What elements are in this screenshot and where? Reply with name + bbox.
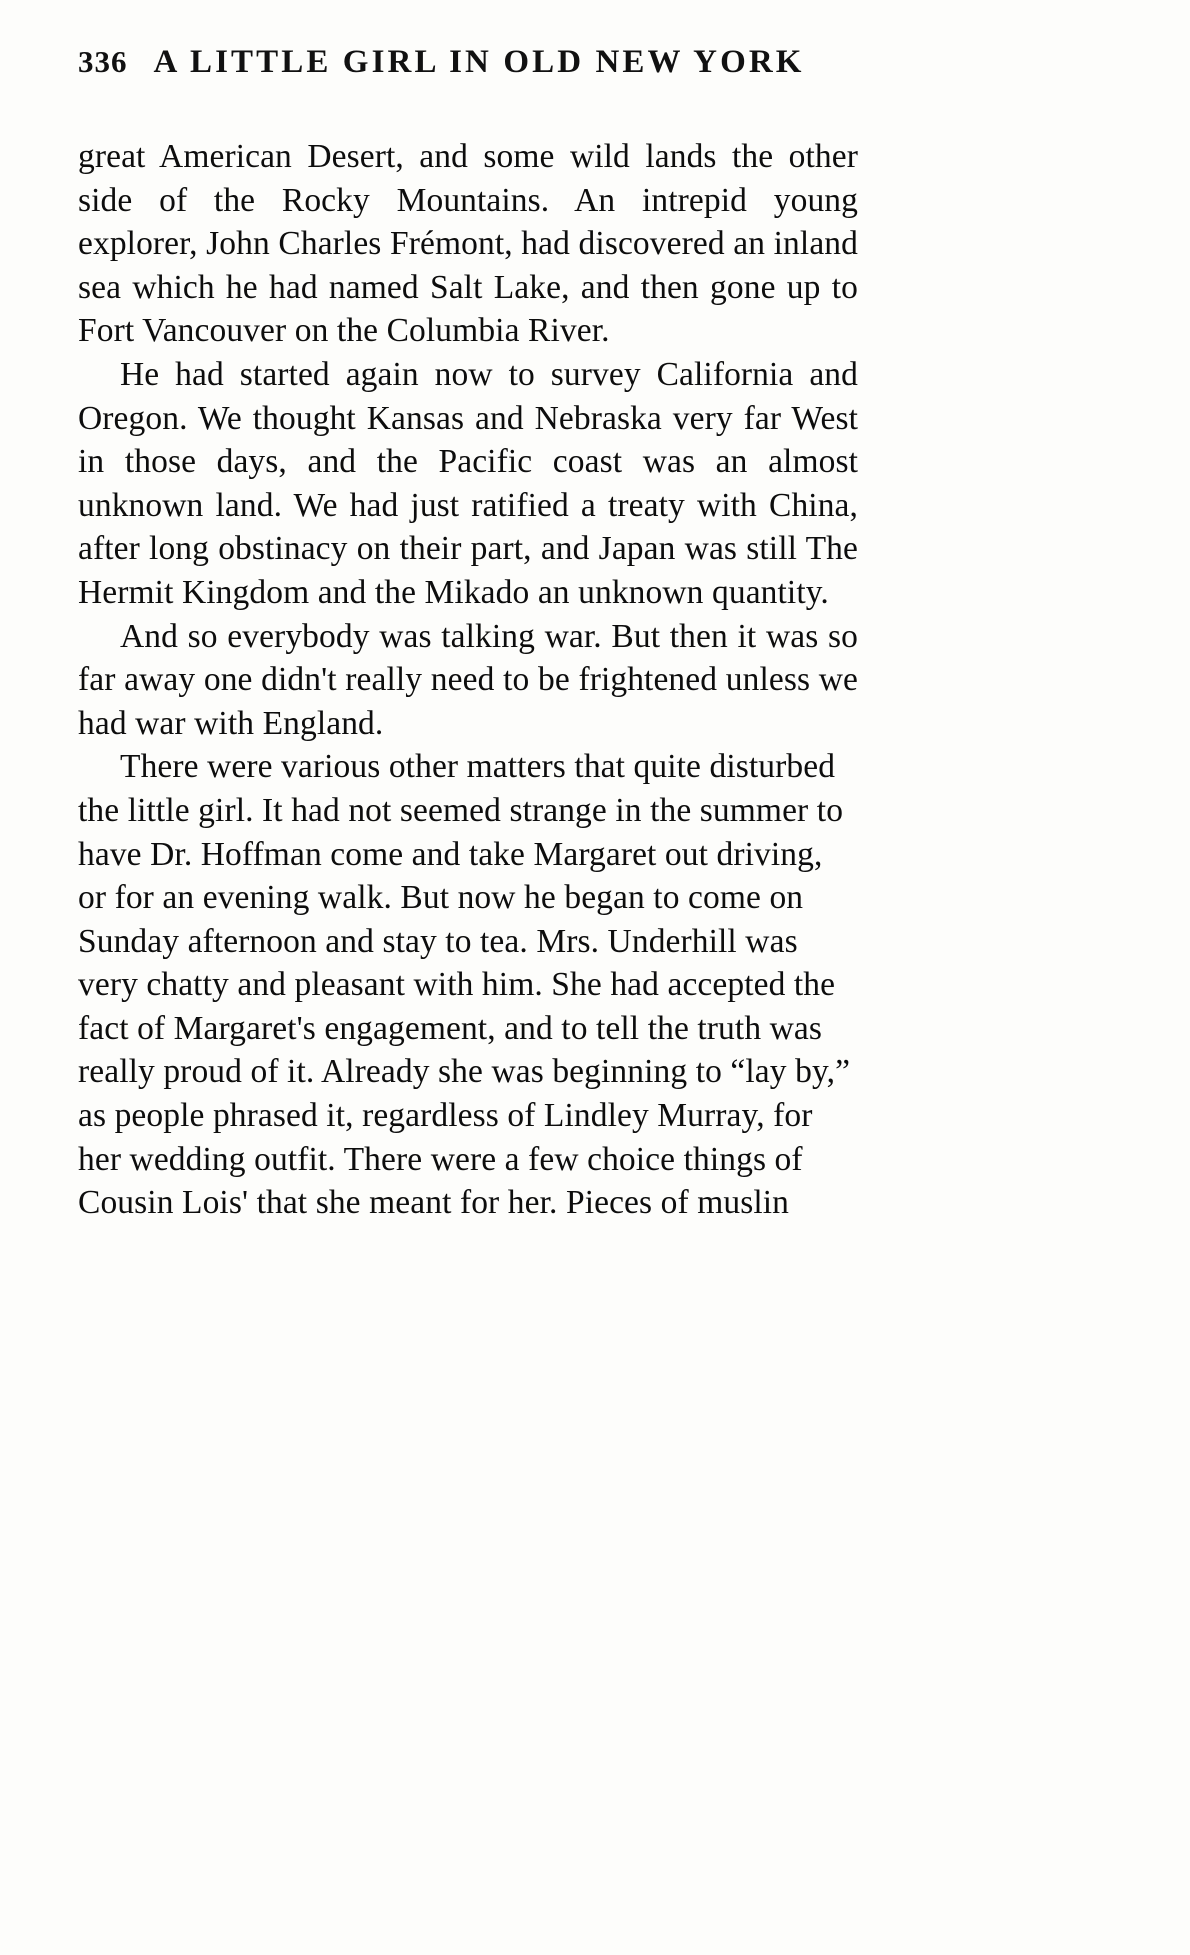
- paragraph-4: There were various other matters that quite disturbed the little girl. It had not seemed strange in the summer to have Dr. Hoffman come and take Margaret out driving, or for an evening walk. But now he began to come on Sunday afternoon and stay to tea. Mrs. Underhill was very chatty and pleasant with him. She had accepted the fact of Margaret's engagement, and to tell the truth was really proud of it. Already she was beginning to “lay by,” as people phrased it, regardless of Lindley Murray, for her wedding outfit. There were a few choice things of Cousin Lois' that she meant for her. Pieces of muslin: [78, 748, 851, 1222]
- body-text: [78, 135, 858, 1225]
- running-title: A LITTLE GIRL IN OLD NEW YORK: [153, 44, 805, 80]
- paragraph-1: great American Desert, and some wild lands the other side of the Rocky Mountains. An intrepid young explorer, John Charles Frémont, had discovered an inland sea which he had named Salt Lake, and then gone up to Fort Vancouver on the Columbia River.: [78, 138, 858, 350]
- paragraph-3: And so everybody was talking war. But then it was so far away one didn't really need to be frightened unless we had war with England.: [78, 617, 858, 742]
- page-number: 336: [78, 44, 128, 79]
- paragraph-2: He had started again now to survey California and Oregon. We thought Kansas and Nebraska very far West in those days, and the Pacific coast was an almost unknown land. We had just ratified a treaty with China, after long obstinacy on their part, and Japan was still The Hermit Kingdom and the Mikado an unknown quantity.: [78, 355, 858, 611]
- page-content: [72, 44, 1118, 1225]
- running-head: [78, 44, 1118, 81]
